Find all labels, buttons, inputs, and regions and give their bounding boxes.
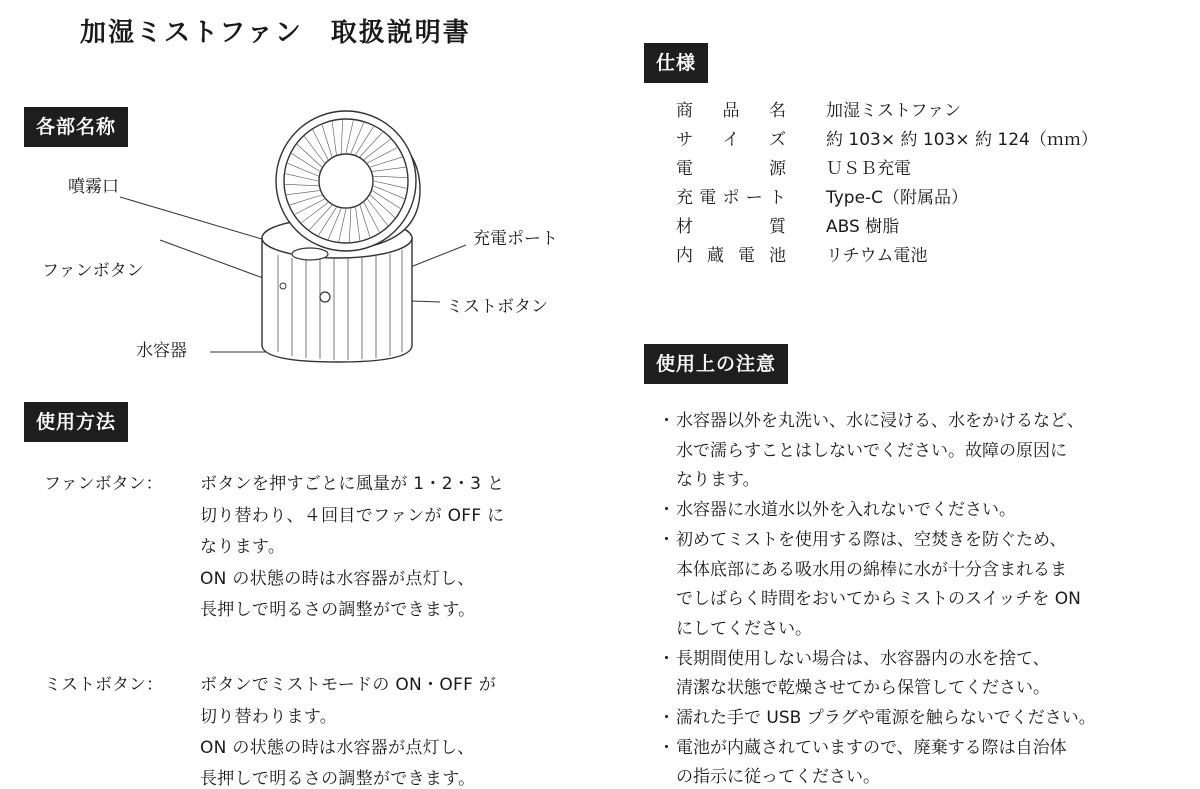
caution-line: 電池が内蔵されていますので、廃棄する際は自治体 [676, 737, 1067, 758]
fan-usage-line: ON の状態の時は水容器が点灯し、 [200, 569, 475, 589]
mist-usage-line: ON の状態の時は水容器が点灯し、 [200, 738, 475, 758]
caution-bullet: ・ [658, 529, 675, 550]
caution-bullet: ・ [658, 411, 675, 431]
caution-line: の指示に従ってください。 [676, 767, 880, 788]
fan-usage-line: なります。 [200, 537, 286, 557]
spec-key: 商 品 名 [676, 101, 786, 121]
spec-value: 加湿ミストファン [826, 101, 962, 121]
spec-key: サ イ ズ [676, 130, 786, 150]
parts-heading: 各部名称 [24, 107, 128, 147]
caution-line: 水で濡らすことはしないでください。故障の原因に [676, 440, 1067, 461]
fan-button-usage-label: ファンボタン： [44, 474, 163, 494]
fan-usage-line: 長押しで明るさの調整ができます。 [200, 600, 476, 620]
caution-line: 水容器に水道水以外を入れないでください。 [676, 500, 1016, 521]
caution-line: なります。 [676, 470, 760, 491]
spec-value: Type-C（附属品） [826, 188, 969, 208]
caution-bullet: ・ [658, 648, 675, 669]
mist-button-label: ミストボタン [446, 297, 548, 317]
caution-bullet: ・ [658, 500, 675, 521]
caution-line: 初めてミストを使用する際は、空焚きを防ぐため、 [676, 529, 1067, 550]
product-illustration [0, 0, 600, 400]
caution-line: 水容器以外を丸洗い、水に浸ける、水をかけるなど、 [676, 411, 1084, 431]
spec-value: ＵＳＢ充電 [826, 159, 911, 179]
caution-line: でしばらく時間をおいてからミストのスイッチを ON [676, 589, 1081, 610]
mist-usage-line: 長押しで明るさの調整ができます。 [200, 769, 476, 789]
charge-port-label: 充電ポート [473, 229, 558, 249]
spec-key: 充 電 ポ ー ト [676, 188, 786, 208]
spec-value: 約 103× 約 103× 約 124（ｍｍ） [826, 130, 1098, 150]
caution-bullet: ・ [658, 737, 675, 758]
mist-usage-line: 切り替わります。 [200, 707, 338, 727]
caution-bullet: ・ [658, 708, 675, 728]
caution-line: 長期間使用しない場合は、水容器内の水を捨て、 [676, 648, 1050, 669]
water-tank-label: 水容器 [136, 341, 187, 361]
document-title: 加湿ミストファン 取扱説明書 [80, 18, 471, 48]
usage-heading: 使用方法 [24, 402, 128, 442]
spec-value: ABS 樹脂 [826, 217, 900, 237]
mist-button-usage-label: ミストボタン： [44, 675, 163, 695]
caution-line: 濡れた手で USB プラグや電源を触らないでください。 [676, 708, 1096, 728]
mist-usage-line: ボタンでミストモードの ON・OFF が [200, 675, 497, 695]
fan-usage-line: 切り替わり、４回目でファンが OFF に [200, 506, 505, 526]
spec-key: 材 質 [676, 217, 786, 237]
caution-line: にしてください。 [676, 618, 812, 639]
caution-line: 本体底部にある吸水用の綿棒に水が十分含まれるま [676, 559, 1067, 580]
fan-usage-line: ボタンを押すごとに風量が 1・2・3 と [200, 474, 505, 494]
fan-button-label: ファンボタン [42, 261, 144, 281]
spec-value: リチウム電池 [826, 246, 928, 266]
specs-heading: 仕様 [644, 43, 708, 83]
spec-key: 内 蔵 電 池 [676, 246, 786, 266]
cautions-heading: 使用上の注意 [644, 344, 788, 384]
caution-line: 清潔な状態で乾燥させてから保管してください。 [676, 678, 1050, 699]
nozzle-label: 噴霧口 [68, 177, 119, 197]
spec-key: 電 源 [676, 159, 786, 179]
